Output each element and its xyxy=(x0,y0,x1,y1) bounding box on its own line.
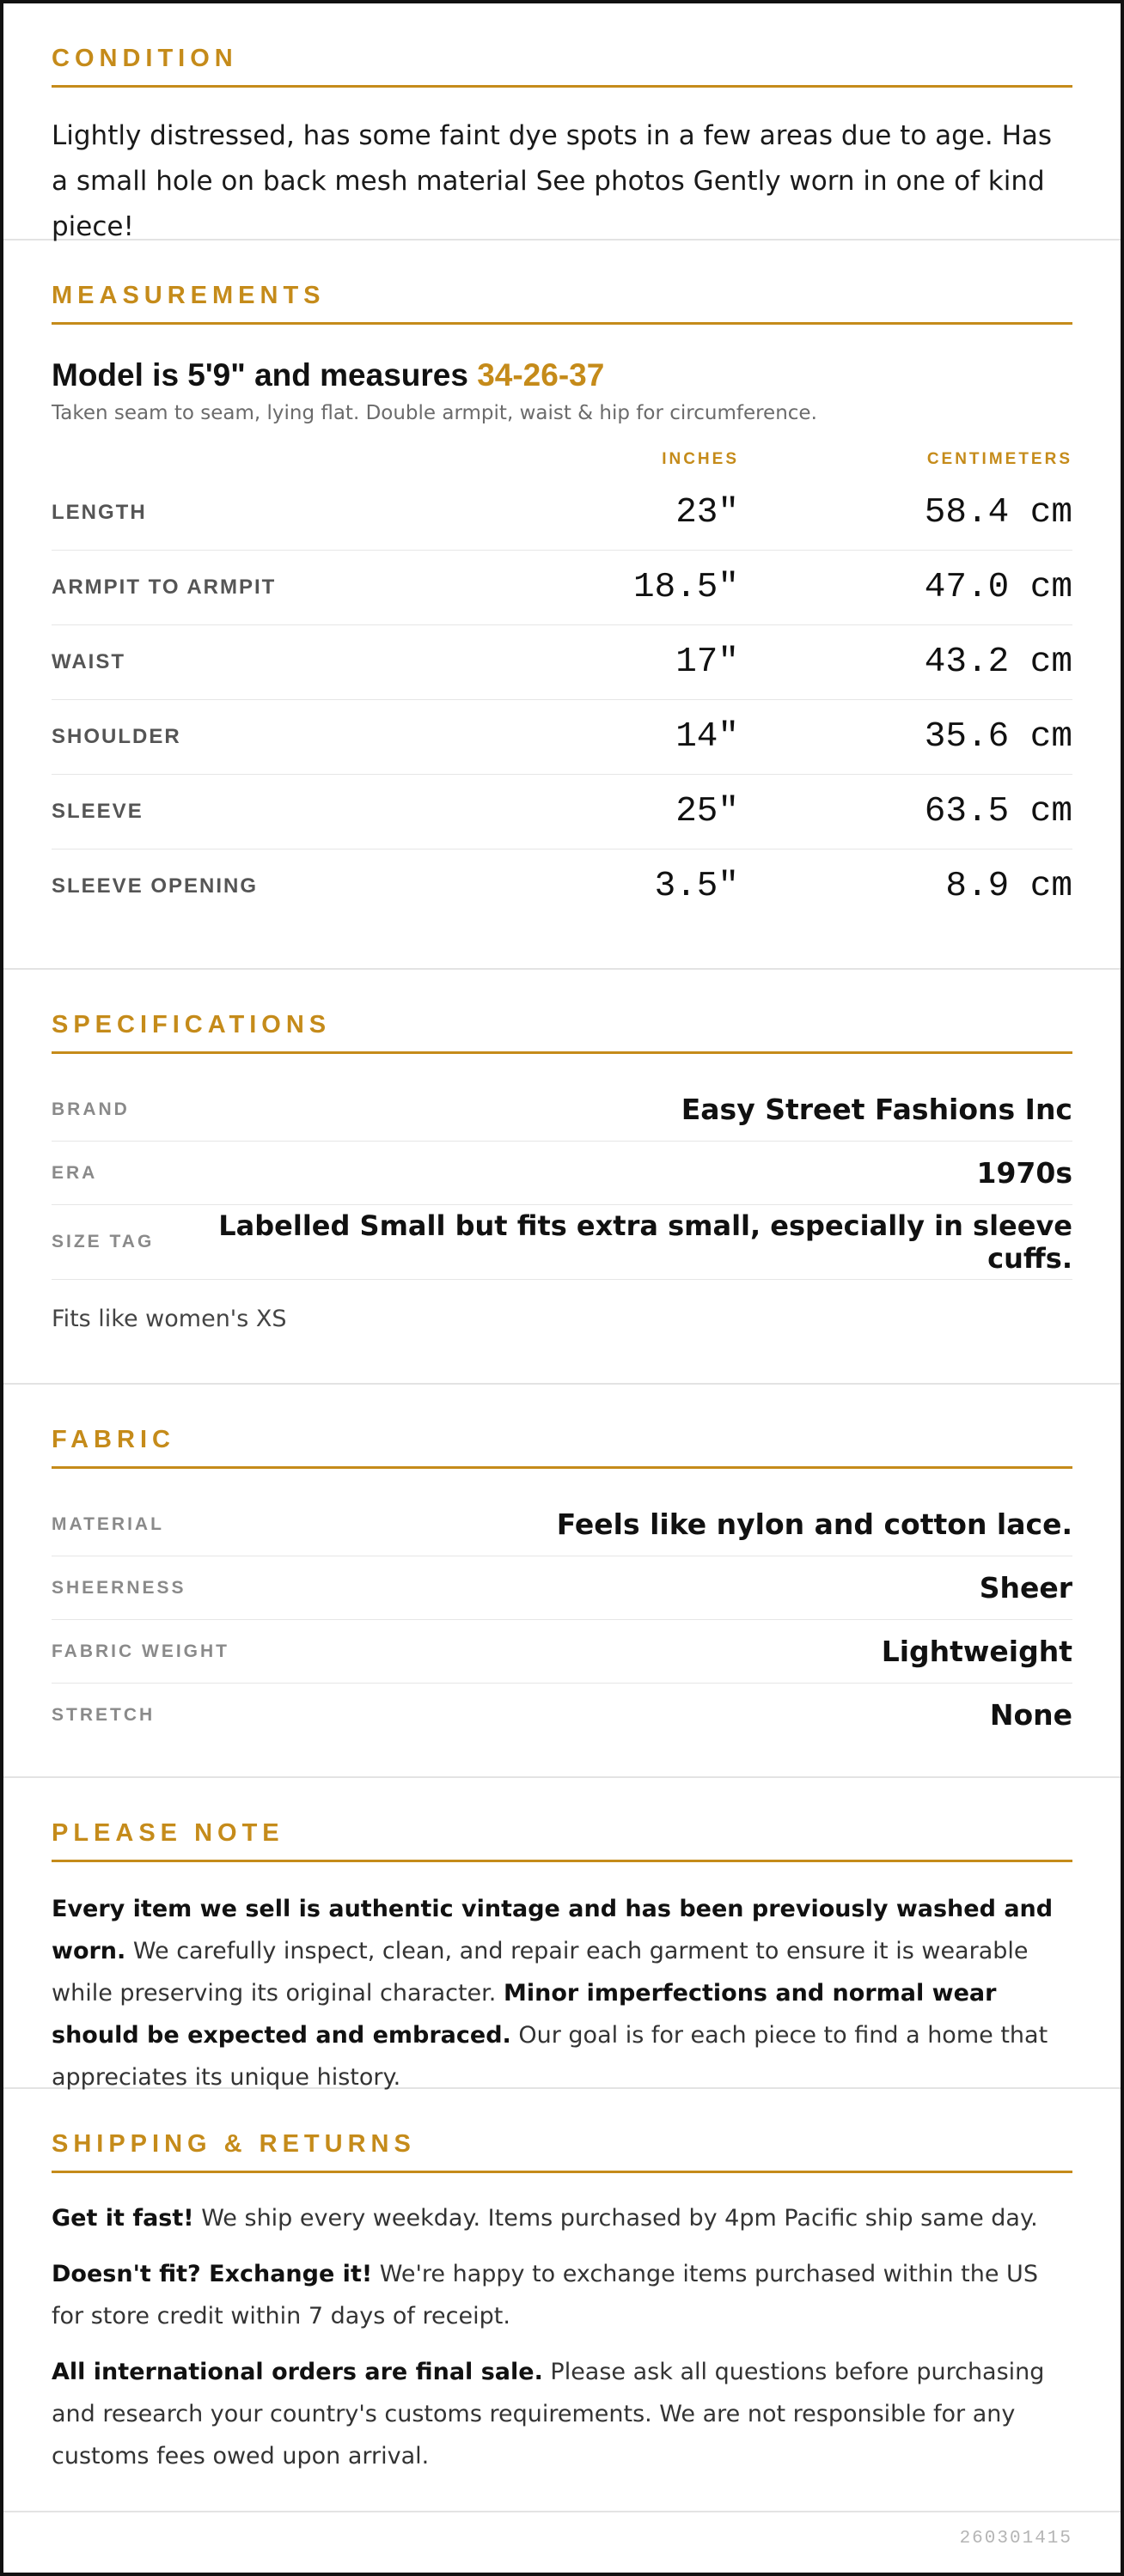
measurement-row xyxy=(52,476,1072,551)
measurement-inches: 18.5" xyxy=(632,568,739,607)
spec-row xyxy=(52,1078,1072,1142)
measurement-label: SLEEVE xyxy=(52,800,144,823)
measurement-row xyxy=(52,850,1072,923)
please-note-text-1: We carefully inspect, clean, and repair each garment to ensure it is wearable while preserving its original character. xyxy=(52,1938,1029,2007)
specifications-table xyxy=(52,1078,1072,1280)
spec-label-size-tag: SIZE TAG xyxy=(52,1232,155,1251)
measurement-row xyxy=(52,775,1072,850)
measurements-section xyxy=(3,241,1121,970)
measurement-label: SLEEVE OPENING xyxy=(52,874,259,898)
measurement-row xyxy=(52,700,1072,775)
shipping-text xyxy=(52,2197,1072,2477)
please-note-bold-1: Every item we sell is authentic vintage and has been previously washed and worn. xyxy=(52,1896,1054,1964)
measurement-row xyxy=(52,625,1072,700)
shipping-international-bold: All international orders are final sale. xyxy=(52,2359,543,2385)
fabric-row xyxy=(52,1493,1072,1556)
please-note-text xyxy=(52,1888,1072,2098)
fabric-label-sheerness: SHEERNESS xyxy=(52,1577,186,1598)
shipping-international-text: Please ask all questions before purchasing and research your country's customs requirements. We are not responsible for any customs fees owed upon arrival. xyxy=(52,2359,1045,2469)
measurement-cm: 47.0 cm xyxy=(924,568,1072,607)
spec-label-brand: BRAND xyxy=(52,1099,130,1119)
shipping-paragraph-international xyxy=(52,2351,1072,2477)
measurement-cm: 8.9 cm xyxy=(945,867,1072,906)
measurement-inches: 17" xyxy=(675,642,739,682)
please-note-title: PLEASE NOTE xyxy=(52,1819,1072,1862)
condition-title: CONDITION xyxy=(52,45,1072,88)
measurement-label: LENGTH xyxy=(52,501,147,524)
measurement-cm: 58.4 cm xyxy=(924,493,1072,533)
fabric-value-weight: Lightweight xyxy=(881,1635,1072,1668)
fits-note: Fits like women's XS xyxy=(52,1306,287,1332)
inches-header: INCHES xyxy=(662,450,739,468)
measurement-row xyxy=(52,551,1072,625)
fabric-row xyxy=(52,1684,1072,1746)
specifications-section xyxy=(3,970,1121,1385)
shipping-fast-text: We ship every weekday. Items purchased by 4pm Pacific ship same day. xyxy=(193,2205,1038,2232)
shipping-section xyxy=(3,2089,1121,2512)
shipping-exchange-bold: Doesn't fit? Exchange it! xyxy=(52,2261,373,2287)
measurement-column-headers xyxy=(52,450,1072,476)
please-note-bold-2: Minor imperfections and normal wear should be expected and embraced. xyxy=(52,1980,997,2049)
shipping-exchange-text: We're happy to exchange items purchased within the US for store credit within 7 days of receipt. xyxy=(52,2261,1038,2329)
measurements-title: MEASUREMENTS xyxy=(52,282,1072,325)
sku-number: 260301415 xyxy=(959,2529,1072,2549)
model-measures-highlight: 34-26-37 xyxy=(477,357,605,393)
fabric-label-weight: FABRIC WEIGHT xyxy=(52,1641,229,1661)
measurement-cm: 63.5 cm xyxy=(924,792,1072,831)
fabric-section xyxy=(3,1385,1121,1778)
measurement-cm: 35.6 cm xyxy=(924,717,1072,757)
centimeters-header: CENTIMETERS xyxy=(926,450,1072,468)
please-note-text-2: Our goal is for each piece to find a home that appreciates its unique history. xyxy=(52,2022,1048,2091)
shipping-paragraph-exchange xyxy=(52,2253,1072,2337)
measurement-cm: 43.2 cm xyxy=(924,642,1072,682)
shipping-paragraph-fast xyxy=(52,2197,1072,2239)
measurement-label: ARMPIT TO ARMPIT xyxy=(52,575,277,599)
fabric-row xyxy=(52,1556,1072,1620)
condition-text: Lightly distressed, has some faint dye spots in a few areas due to age. Has a small hole on back mesh material See photos Gently worn in one of kind piece! xyxy=(52,120,1053,242)
spec-row xyxy=(52,1142,1072,1205)
model-measurements xyxy=(52,357,1072,393)
measurement-label: SHOULDER xyxy=(52,725,181,748)
shipping-fast-bold: Get it fast! xyxy=(52,2205,194,2232)
measurement-inches: 14" xyxy=(675,717,739,757)
spec-value-brand: Easy Street Fashions Inc xyxy=(681,1093,1072,1126)
spec-value-size-tag: Labelled Small but fits extra small, especially in sleeve cuffs. xyxy=(218,1209,1072,1275)
shipping-title: SHIPPING & RETURNS xyxy=(52,2130,1072,2173)
spec-row xyxy=(52,1205,1072,1280)
measurement-label: WAIST xyxy=(52,650,125,673)
fabric-value-sheerness: Sheer xyxy=(979,1571,1072,1605)
condition-section xyxy=(3,3,1121,241)
spec-value-era: 1970s xyxy=(976,1156,1072,1190)
measurement-inches: 25" xyxy=(675,792,739,831)
measurement-table xyxy=(52,476,1072,923)
measurement-inches: 23" xyxy=(675,493,739,533)
spec-label-era: ERA xyxy=(52,1162,98,1183)
model-prefix: Model is 5'9" and measures xyxy=(52,357,478,393)
fabric-label-stretch: STRETCH xyxy=(52,1704,156,1725)
fabric-label-material: MATERIAL xyxy=(52,1513,164,1534)
specifications-title: SPECIFICATIONS xyxy=(52,1011,1072,1054)
fabric-title: FABRIC xyxy=(52,1426,1072,1469)
fabric-table xyxy=(52,1493,1072,1746)
fabric-row xyxy=(52,1620,1072,1684)
please-note-section xyxy=(3,1778,1121,2089)
fabric-value-stretch: None xyxy=(989,1698,1072,1732)
measurement-note: Taken seam to seam, lying flat. Double armpit, waist & hip for circumference. xyxy=(52,402,817,424)
fabric-value-material: Feels like nylon and cotton lace. xyxy=(556,1507,1072,1541)
measurement-inches: 3.5" xyxy=(654,867,739,906)
